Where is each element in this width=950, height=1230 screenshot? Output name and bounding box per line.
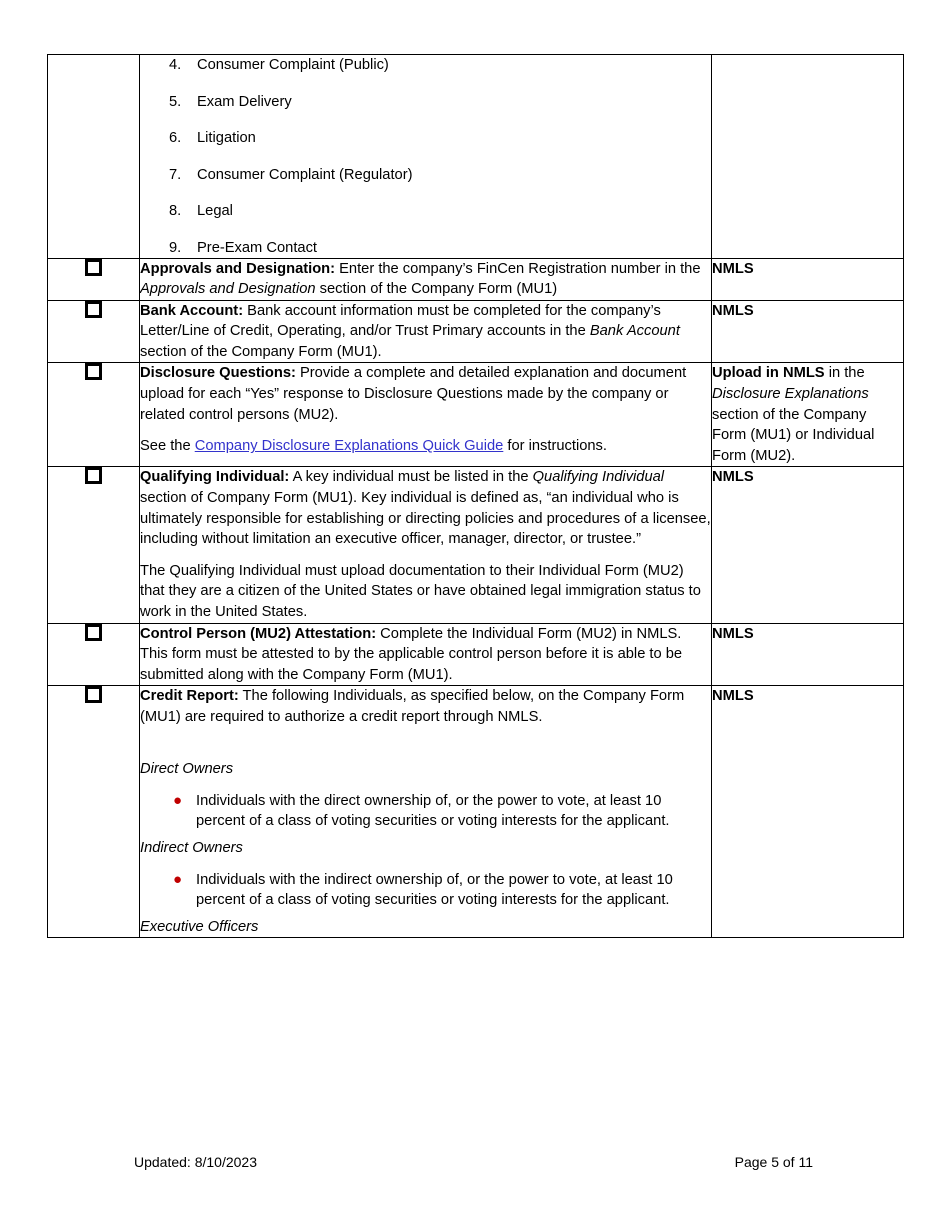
list-item-label: Consumer Complaint (Public) <box>197 57 389 73</box>
checkbox-cell[interactable] <box>48 258 140 300</box>
list-item-label: Exam Delivery <box>197 93 292 110</box>
quick-guide-link[interactable]: Company Disclosure Explanations Quick Guide <box>194 438 504 455</box>
where-cell <box>712 686 904 938</box>
table-row <box>48 686 904 938</box>
list-item-number: 5. <box>169 93 182 110</box>
checkbox-icon[interactable] <box>85 259 102 276</box>
where-cell <box>712 623 904 686</box>
bullet-list-indirect-owners <box>140 870 711 911</box>
where-text: in the <box>824 365 865 382</box>
requirement-text: A key individual must be listed in the <box>289 469 533 486</box>
list-item-label: Pre-Exam Contact <box>197 239 317 256</box>
list-item-label: Consumer Complaint (Regulator) <box>197 166 413 183</box>
list-item <box>140 128 711 148</box>
requirement-emphasis: Qualifying Individual <box>532 469 665 486</box>
requirement-text-cont: section of Company Form (MU1). Key individual is defined as, “an individual who is ultimately responsible for establishing or directing policies and procedures of a licensee, including without limitation an executive officer, manager, director, or trustee.” <box>140 490 711 548</box>
where-text-cont: section of the Company Form (MU1) or Individual Form (MU2). <box>712 406 875 464</box>
requirement-title: Credit Report: <box>140 688 239 705</box>
requirement-cell <box>140 686 712 938</box>
requirement-text-cont: section of the Company Form (MU1). <box>140 343 382 360</box>
requirement-cell <box>140 258 712 300</box>
list-item-label: Individuals with the direct ownership of, or the power to vote, at least 10 percent of a class of voting securities or voting interests for the applicant. <box>196 792 670 830</box>
bullet-icon: ● <box>173 870 183 888</box>
table-row <box>48 467 904 623</box>
where-cell <box>712 467 904 623</box>
requirement-emphasis: Bank Account <box>589 323 680 340</box>
table-row <box>48 623 904 686</box>
requirement-title: Bank Account: <box>140 302 244 319</box>
bullet-icon: ● <box>173 791 183 809</box>
table-row <box>48 258 904 300</box>
where-emphasis: Disclosure Explanations <box>712 386 869 403</box>
requirement-text: Provide a complete and detailed explanation and document upload for each “Yes” response to Disclosure Questions made by the company or related control persons (MU2). <box>140 365 687 423</box>
checkbox-cell-empty <box>48 55 140 259</box>
subheading-indirect-owners: Indirect Owners <box>140 839 243 856</box>
requirement-text: Complete the Individual Form (MU2) in NMLS. This form must be attested to by the applicable control person before it is able to be submitted along with the Company Form (MU1). <box>140 625 683 683</box>
list-item-label: Individuals with the indirect ownership of, or the power to vote, at least 10 percent of a class of voting securities or voting interests for the applicant. <box>196 871 673 909</box>
checkbox-icon[interactable] <box>85 624 102 641</box>
bullet-list-direct-owners <box>140 791 711 832</box>
checkbox-cell[interactable] <box>48 300 140 363</box>
requirement-emphasis: Approvals and Designation <box>140 281 316 298</box>
list-item-number: 4. <box>169 57 182 73</box>
where-label: Upload in NMLS <box>712 365 825 382</box>
requirement-cell <box>140 300 712 363</box>
list-item-label: Legal <box>197 203 233 219</box>
requirement-title: Control Person (MU2) Attestation: <box>140 625 377 642</box>
table-row <box>48 55 904 259</box>
list-item-number: 7. <box>169 166 182 183</box>
list-item-number: 6. <box>169 130 182 146</box>
footer-updated-label: Updated: 8/10/2023 <box>134 1154 257 1170</box>
where-label: NMLS <box>712 688 754 705</box>
checkbox-cell[interactable] <box>48 363 140 467</box>
subheading-executive-officers: Executive Officers <box>140 918 259 935</box>
table-row <box>48 300 904 363</box>
checkbox-icon[interactable] <box>85 686 102 703</box>
requirements-checklist-table <box>47 54 904 938</box>
requirement-text: Enter the company’s FinCen Registration number in the <box>335 260 701 277</box>
where-label: NMLS <box>712 260 754 277</box>
list-item-number: 8. <box>169 203 182 219</box>
see-suffix: for instructions. <box>503 438 607 455</box>
checkbox-icon[interactable] <box>85 301 102 318</box>
list-item <box>140 55 711 75</box>
list-item <box>140 201 711 221</box>
continued-list-cell <box>140 55 712 259</box>
where-cell <box>712 300 904 363</box>
footer-page-number: Page 5 of 11 <box>734 1154 813 1170</box>
numbered-list <box>140 55 711 258</box>
where-label: NMLS <box>712 469 754 486</box>
where-label: NMLS <box>712 302 754 319</box>
requirement-text: The following Individuals, as specified below, on the Company Form (MU1) are required to authorize a credit report through NMLS. <box>140 688 685 725</box>
requirement-title: Disclosure Questions: <box>140 365 296 382</box>
list-item <box>140 238 711 258</box>
table-row <box>48 363 904 467</box>
checkbox-icon[interactable] <box>85 363 102 380</box>
where-cell <box>712 363 904 467</box>
list-item <box>140 791 711 832</box>
where-cell <box>712 55 904 259</box>
requirement-cell <box>140 467 712 623</box>
blank-line <box>140 739 711 760</box>
requirement-text: Bank account information must be completed for the company’s Letter/Line of Credit, Operating, and/or Trust Primary accounts in the <box>140 302 661 340</box>
subheading-direct-owners: Direct Owners <box>140 761 234 778</box>
list-item-number: 9. <box>169 239 182 256</box>
where-cell <box>712 258 904 300</box>
list-item <box>140 92 711 112</box>
checkbox-cell[interactable] <box>48 686 140 938</box>
requirement-text-cont: section of the Company Form (MU1) <box>315 281 558 298</box>
list-item <box>140 165 711 185</box>
requirement-cell <box>140 363 712 467</box>
see-prefix: See the <box>140 438 195 455</box>
where-label: NMLS <box>712 625 754 642</box>
checkbox-cell[interactable] <box>48 623 140 686</box>
requirement-title: Approvals and Designation: <box>140 260 336 277</box>
checkbox-cell[interactable] <box>48 467 140 623</box>
requirement-title: Qualifying Individual: <box>140 469 290 486</box>
requirement-cell <box>140 623 712 686</box>
list-item-label: Litigation <box>197 130 256 146</box>
requirement-paragraph-2: The Qualifying Individual must upload documentation to their Individual Form (MU2) that they are a citizen of the United States or have obtained legal immigration status to work in the United States. <box>140 562 701 620</box>
list-item <box>140 870 711 911</box>
checkbox-icon[interactable] <box>85 467 102 484</box>
